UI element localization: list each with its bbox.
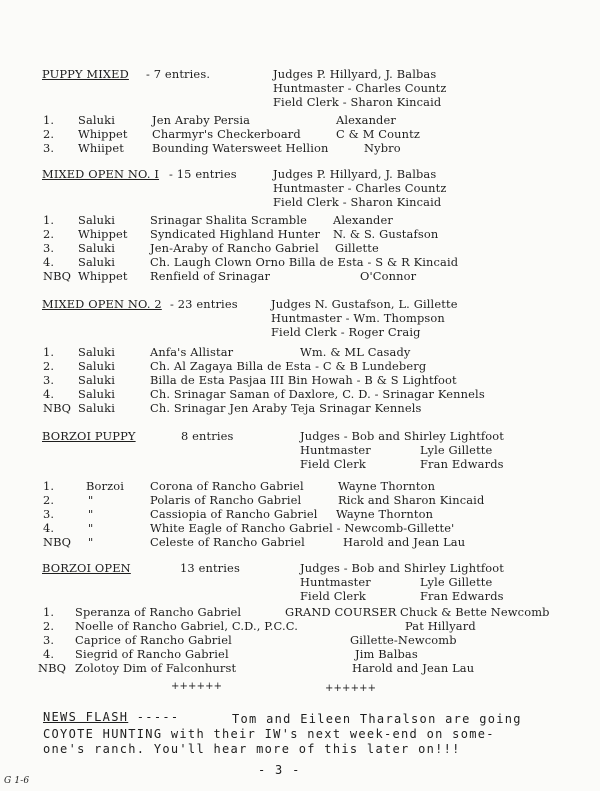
result-place: 2. xyxy=(43,493,55,507)
field-clerk-name: Fran Edwards xyxy=(420,457,504,471)
result-dog-name: Jen Araby Persia xyxy=(152,113,251,127)
result-breed: Saluki xyxy=(78,373,116,387)
result-owner: N. & S. Gustafson xyxy=(333,227,439,241)
huntmaster-line: Huntmaster - Charles Countz xyxy=(273,81,447,95)
result-place: 1. xyxy=(43,479,55,493)
separator-plus-left: ++++++ xyxy=(171,681,223,692)
result-dog-name: Celeste of Rancho Gabriel xyxy=(150,535,305,549)
field-clerk-label: Field Clerk xyxy=(300,457,366,471)
section-heading-puppy-mixed: PUPPY MIXED xyxy=(42,67,129,81)
field-clerk-line: Field Clerk - Sharon Kincaid xyxy=(273,195,442,209)
result-owner: Chuck & Bette Newcomb xyxy=(400,605,550,619)
result-dog-name: Polaris of Rancho Gabriel xyxy=(150,493,302,507)
result-owner: Jim Balbas xyxy=(355,647,418,661)
result-dog-name: Syndicated Highland Hunter xyxy=(150,227,321,241)
result-place: 2. xyxy=(43,227,55,241)
field-clerk-line: Field Clerk - Roger Craig xyxy=(271,325,421,339)
huntmaster-label: Huntmaster xyxy=(300,443,371,457)
page-number: - 3 - xyxy=(258,763,301,777)
judges-line: Judges P. Hillyard, J. Balbas xyxy=(273,167,437,181)
result-place: 4. xyxy=(43,387,55,401)
result-owner: Harold and Jean Lau xyxy=(343,535,466,549)
entry-count: 8 entries xyxy=(181,429,234,443)
huntmaster-label: Huntmaster xyxy=(300,575,371,589)
result-breed: Saluki xyxy=(78,113,116,127)
grand-courser-title: GRAND COURSER xyxy=(285,605,397,619)
huntmaster-line: Huntmaster - Wm. Thompson xyxy=(271,311,445,325)
result-dog-name: Cassiopia of Rancho Gabriel xyxy=(150,507,318,521)
result-place: 2. xyxy=(43,127,55,141)
result-owner: O'Connor xyxy=(360,269,417,283)
judges-line: Judges - Bob and Shirley Lightfoot xyxy=(300,561,505,575)
result-breed: Whippet xyxy=(78,127,128,141)
result-place: 1. xyxy=(43,213,55,227)
result-dog-name: Anfa's Allistar xyxy=(150,345,234,359)
result-place: 3. xyxy=(43,633,55,647)
huntmaster-line: Huntmaster - Charles Countz xyxy=(273,181,447,195)
news-flash-dashes: ----- xyxy=(136,710,180,724)
result-owner: C & M Countz xyxy=(336,127,421,141)
news-line-1: Tom and Eileen Tharalson are going xyxy=(232,712,522,726)
result-breed: " xyxy=(88,521,94,535)
result-breed: Borzoi xyxy=(86,479,125,493)
entry-count: - 15 entries xyxy=(169,167,237,181)
result-dog-name: Corona of Rancho Gabriel xyxy=(150,479,304,493)
result-place: NBQ xyxy=(38,661,67,675)
result-place: NBQ xyxy=(43,269,72,283)
result-breed: Saluki xyxy=(78,401,116,415)
judges-line: Judges P. Hillyard, J. Balbas xyxy=(273,67,437,81)
judges-line: Judges - Bob and Shirley Lightfoot xyxy=(300,429,505,443)
result-owner: Rick and Sharon Kincaid xyxy=(338,493,485,507)
result-dog-name: White Eagle of Rancho Gabriel - Newcomb-Gillette' xyxy=(150,521,455,535)
news-line-3: one's ranch. You'll hear more of this later on!!! xyxy=(43,742,461,756)
result-place: 4. xyxy=(43,255,55,269)
section-heading-borzoi-open: BORZOI OPEN xyxy=(42,561,131,575)
result-dog-name: Ch. Al Zagaya Billa de Esta - C & B Lundeberg xyxy=(150,359,427,373)
result-dog-name: Noelle of Rancho Gabriel, C.D., P.C.C. xyxy=(75,619,299,633)
section-heading-mixed-open-2: MIXED OPEN NO. 2 xyxy=(42,297,162,311)
judges-line: Judges N. Gustafson, L. Gillette xyxy=(271,297,458,311)
result-breed: Whippet xyxy=(78,227,128,241)
entry-count: - 23 entries xyxy=(170,297,238,311)
result-dog-name: Charmyr's Checkerboard xyxy=(152,127,301,141)
news-flash-heading: NEWS FLASH xyxy=(43,710,129,724)
result-breed: Saluki xyxy=(78,359,116,373)
result-dog-name: Billa de Esta Pasjaa III Bin Howah - B & S Lightfoot xyxy=(150,373,457,387)
field-clerk-line: Field Clerk - Sharon Kincaid xyxy=(273,95,442,109)
news-line-2: COYOTE HUNTING with their IW's next week-end on some- xyxy=(43,727,495,741)
result-owner: Wayne Thornton xyxy=(336,507,434,521)
result-place: NBQ xyxy=(43,535,72,549)
result-dog-name: Ch. Laugh Clown Orno Billa de Esta - S & R Kincaid xyxy=(150,255,459,269)
news-flash-block xyxy=(43,710,179,724)
result-dog-name: Bounding Watersweet Hellion xyxy=(152,141,329,155)
result-place: 3. xyxy=(43,141,55,155)
result-breed: " xyxy=(88,507,94,521)
field-clerk-label: Field Clerk xyxy=(300,589,366,603)
result-breed: " xyxy=(88,535,94,549)
section-heading-borzoi-puppy: BORZOI PUPPY xyxy=(42,429,136,443)
field-clerk-name: Fran Edwards xyxy=(420,589,504,603)
result-breed: Saluki xyxy=(78,387,116,401)
result-place: 3. xyxy=(43,241,55,255)
result-dog-name: Zolotoy Dim of Falconhurst xyxy=(75,661,237,675)
section-heading-mixed-open-1: MIXED OPEN NO. I xyxy=(42,167,160,181)
result-place: 1. xyxy=(43,605,55,619)
result-place: 1. xyxy=(43,345,55,359)
result-place: 3. xyxy=(43,373,55,387)
result-breed: Whiipet xyxy=(78,141,124,155)
result-owner: Wm. & ML Casady xyxy=(300,345,411,359)
result-dog-name: Jen-Araby of Rancho Gabriel xyxy=(150,241,319,255)
result-place: NBQ xyxy=(43,401,72,415)
huntmaster-name: Lyle Gillette xyxy=(420,443,493,457)
result-place: 4. xyxy=(43,521,55,535)
result-dog-name: Speranza of Rancho Gabriel xyxy=(75,605,242,619)
result-owner: Wayne Thornton xyxy=(338,479,436,493)
result-place: 3. xyxy=(43,507,55,521)
result-dog-name: Siegrid of Rancho Gabriel xyxy=(75,647,229,661)
result-dog-name: Ch. Srinagar Jen Araby Teja Srinagar Kennels xyxy=(150,401,422,415)
result-dog-name: Srinagar Shalita Scramble xyxy=(150,213,308,227)
result-place: 2. xyxy=(43,619,55,633)
entry-count: - 7 entries. xyxy=(146,67,211,81)
result-owner: Alexander xyxy=(336,113,396,127)
result-breed: Saluki xyxy=(78,255,116,269)
result-breed: " xyxy=(88,493,94,507)
result-breed: Saluki xyxy=(78,345,116,359)
result-dog-name: Caprice of Rancho Gabriel xyxy=(75,633,232,647)
margin-note: G 1-6 xyxy=(4,776,30,786)
result-place: 1. xyxy=(43,113,55,127)
result-owner: Alexander xyxy=(333,213,393,227)
result-dog-name: Ch. Srinagar Saman of Daxlore, C. D. - Srinagar Kennels xyxy=(150,387,485,401)
huntmaster-name: Lyle Gillette xyxy=(420,575,493,589)
result-owner: Pat Hillyard xyxy=(405,619,476,633)
entry-count: 13 entries xyxy=(180,561,240,575)
result-place: 2. xyxy=(43,359,55,373)
result-owner: Gillette-Newcomb xyxy=(350,633,457,647)
separator-plus-right: ++++++ xyxy=(325,683,377,694)
result-breed: Whippet xyxy=(78,269,128,283)
result-place: 4. xyxy=(43,647,55,661)
result-owner: Gillette xyxy=(335,241,379,255)
result-owner: Harold and Jean Lau xyxy=(352,661,475,675)
result-breed: Saluki xyxy=(78,213,116,227)
result-owner: Nybro xyxy=(364,141,401,155)
result-dog-name: Renfield of Srinagar xyxy=(150,269,271,283)
result-breed: Saluki xyxy=(78,241,116,255)
